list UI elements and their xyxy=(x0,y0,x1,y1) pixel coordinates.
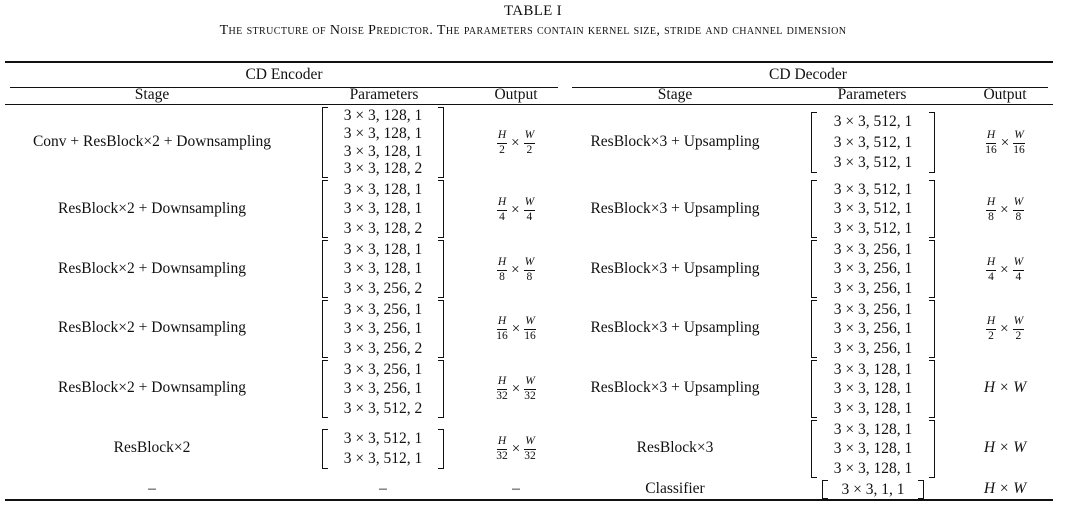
param-line: 3 × 3, 512, 1 xyxy=(833,133,913,151)
top-rule xyxy=(5,61,1053,63)
enc-stage: ResBlock×2 + Downsampling xyxy=(58,379,246,396)
enc-stage: Conv + ResBlock×2 + Downsampling xyxy=(32,133,272,150)
enc-stage: ResBlock×2 + Downsampling xyxy=(58,319,246,336)
header-dec-stage: Stage xyxy=(657,86,693,103)
enc-stage: ResBlock×2 + Downsampling xyxy=(58,260,246,277)
table-caption-label: TABLE I xyxy=(504,3,562,19)
enc-stage: – xyxy=(148,480,156,497)
param-line: 3 × 3, 512, 1 xyxy=(343,450,423,468)
dec-output: H × W xyxy=(983,439,1027,456)
bottom-rule xyxy=(5,499,1053,501)
enc-params-matrix xyxy=(322,300,444,358)
dec-output: $\frac{H}{8}$ × $\frac{W}{8}$ xyxy=(986,196,1024,223)
param-line: 3 × 3, 128, 1 xyxy=(343,260,423,278)
header-enc-output: Output xyxy=(494,86,538,103)
param-line: 3 × 3, 128, 1 xyxy=(833,360,913,378)
param-line: 3 × 3, 256, 1 xyxy=(833,300,913,318)
dec-output: $\frac{H}{16}$ × $\frac{W}{16}$ xyxy=(985,129,1025,156)
dec-stage: ResBlock×3 + Upsampling xyxy=(590,133,760,150)
param-line: 3 × 3, 256, 1 xyxy=(343,320,423,338)
enc-output: $\frac{H}{16}$ × $\frac{W}{16}$ xyxy=(496,315,536,342)
enc-params-matrix xyxy=(322,107,444,178)
param-line: 3 × 3, 512, 1 xyxy=(833,219,913,237)
enc-params-matrix xyxy=(322,180,444,238)
param-line: 3 × 3, 512, 1 xyxy=(833,200,913,218)
header-dec-params: Parameters xyxy=(837,86,907,103)
param-line: 3 × 3, 128, 1 xyxy=(343,107,423,125)
dec-params-matrix xyxy=(811,180,935,238)
enc-output: $\frac{H}{32}$ × $\frac{W}{32}$ xyxy=(496,435,536,462)
param-line: 3 × 3, 128, 1 xyxy=(343,240,423,258)
enc-output: $\frac{H}{2}$ × $\frac{W}{2}$ xyxy=(497,129,535,156)
param-line: 3 × 3, 128, 1 xyxy=(343,180,423,198)
param-line: 3 × 3, 256, 2 xyxy=(343,339,423,357)
param-line: 3 × 3, 128, 1 xyxy=(833,440,913,458)
param-line: 3 × 3, 256, 1 xyxy=(833,240,913,258)
dec-output: H × W xyxy=(983,480,1027,497)
enc-output: $\frac{H}{4}$ × $\frac{W}{4}$ xyxy=(497,196,535,223)
param-line: 3 × 3, 128, 1 xyxy=(343,124,423,142)
header-enc-params: Parameters xyxy=(349,86,419,103)
dec-stage: ResBlock×3 + Upsampling xyxy=(590,200,760,217)
param-line: 3 × 3, 512, 1 xyxy=(833,180,913,198)
enc-params: – xyxy=(379,480,387,497)
dec-stage: ResBlock×3 xyxy=(636,439,714,456)
enc-params-matrix xyxy=(322,429,444,469)
param-line: 3 × 3, 256, 1 xyxy=(833,260,913,278)
header-dec-output: Output xyxy=(983,86,1027,103)
param-line: 3 × 3, 256, 1 xyxy=(833,320,913,338)
param-line: 3 × 3, 256, 1 xyxy=(343,360,423,378)
enc-params-matrix xyxy=(322,360,444,418)
param-line: 3 × 3, 128, 1 xyxy=(833,459,913,477)
param-line: 3 × 3, 256, 2 xyxy=(343,279,423,297)
dec-stage: ResBlock×3 + Upsampling xyxy=(590,379,760,396)
dec-stage: ResBlock×3 + Upsampling xyxy=(590,319,760,336)
dec-params-matrix xyxy=(811,240,935,298)
param-line: 3 × 3, 512, 1 xyxy=(343,430,423,448)
dec-params-matrix xyxy=(811,112,935,173)
param-line: 3 × 3, 256, 1 xyxy=(343,300,423,318)
param-line: 3 × 3, 128, 1 xyxy=(833,420,913,438)
header-rule xyxy=(5,104,1053,105)
param-line: 3 × 3, 512, 2 xyxy=(343,399,423,417)
dec-output: $\frac{H}{4}$ × $\frac{W}{4}$ xyxy=(986,256,1024,283)
enc-output: – xyxy=(512,480,520,497)
param-line: 3 × 3, 256, 1 xyxy=(833,279,913,297)
encoder-group-header: CD Encoder xyxy=(245,66,323,83)
dec-params-matrix xyxy=(822,480,924,499)
dec-output: $\frac{H}{2}$ × $\frac{W}{2}$ xyxy=(986,315,1024,342)
dec-params-matrix xyxy=(811,360,935,418)
param-line: 3 × 3, 128, 2 xyxy=(343,160,423,178)
decoder-group-header: CD Decoder xyxy=(769,66,847,83)
dec-params-matrix xyxy=(811,300,935,358)
param-line: 3 × 3, 256, 1 xyxy=(343,380,423,398)
enc-stage: ResBlock×2 + Downsampling xyxy=(58,200,246,217)
param-line: 3 × 3, 128, 2 xyxy=(343,219,423,237)
dec-params-matrix xyxy=(811,420,935,478)
param-line: 3 × 3, 512, 1 xyxy=(833,154,913,172)
param-line: 3 × 3, 256, 1 xyxy=(833,339,913,357)
dec-stage: ResBlock×3 + Upsampling xyxy=(590,260,760,277)
param-line: 3 × 3, 128, 1 xyxy=(343,142,423,160)
enc-params-matrix xyxy=(322,240,444,298)
param-line: 3 × 3, 128, 1 xyxy=(833,380,913,398)
param-line: 3 × 3, 512, 1 xyxy=(833,113,913,131)
param-line: 3 × 3, 1, 1 xyxy=(841,480,905,498)
enc-output: $\frac{H}{8}$ × $\frac{W}{8}$ xyxy=(497,256,535,283)
param-line: 3 × 3, 128, 1 xyxy=(343,200,423,218)
dec-stage: Classifier xyxy=(645,480,705,497)
table-caption-text: The structure of Noise Predictor. The parameters contain kernel size, stride and channel dimension xyxy=(219,23,847,38)
dec-output: H × W xyxy=(983,379,1027,396)
param-line: 3 × 3, 128, 1 xyxy=(833,399,913,417)
enc-stage: ResBlock×2 xyxy=(113,439,191,456)
enc-output: $\frac{H}{32}$ × $\frac{W}{32}$ xyxy=(496,375,536,402)
header-enc-stage: Stage xyxy=(134,86,170,103)
